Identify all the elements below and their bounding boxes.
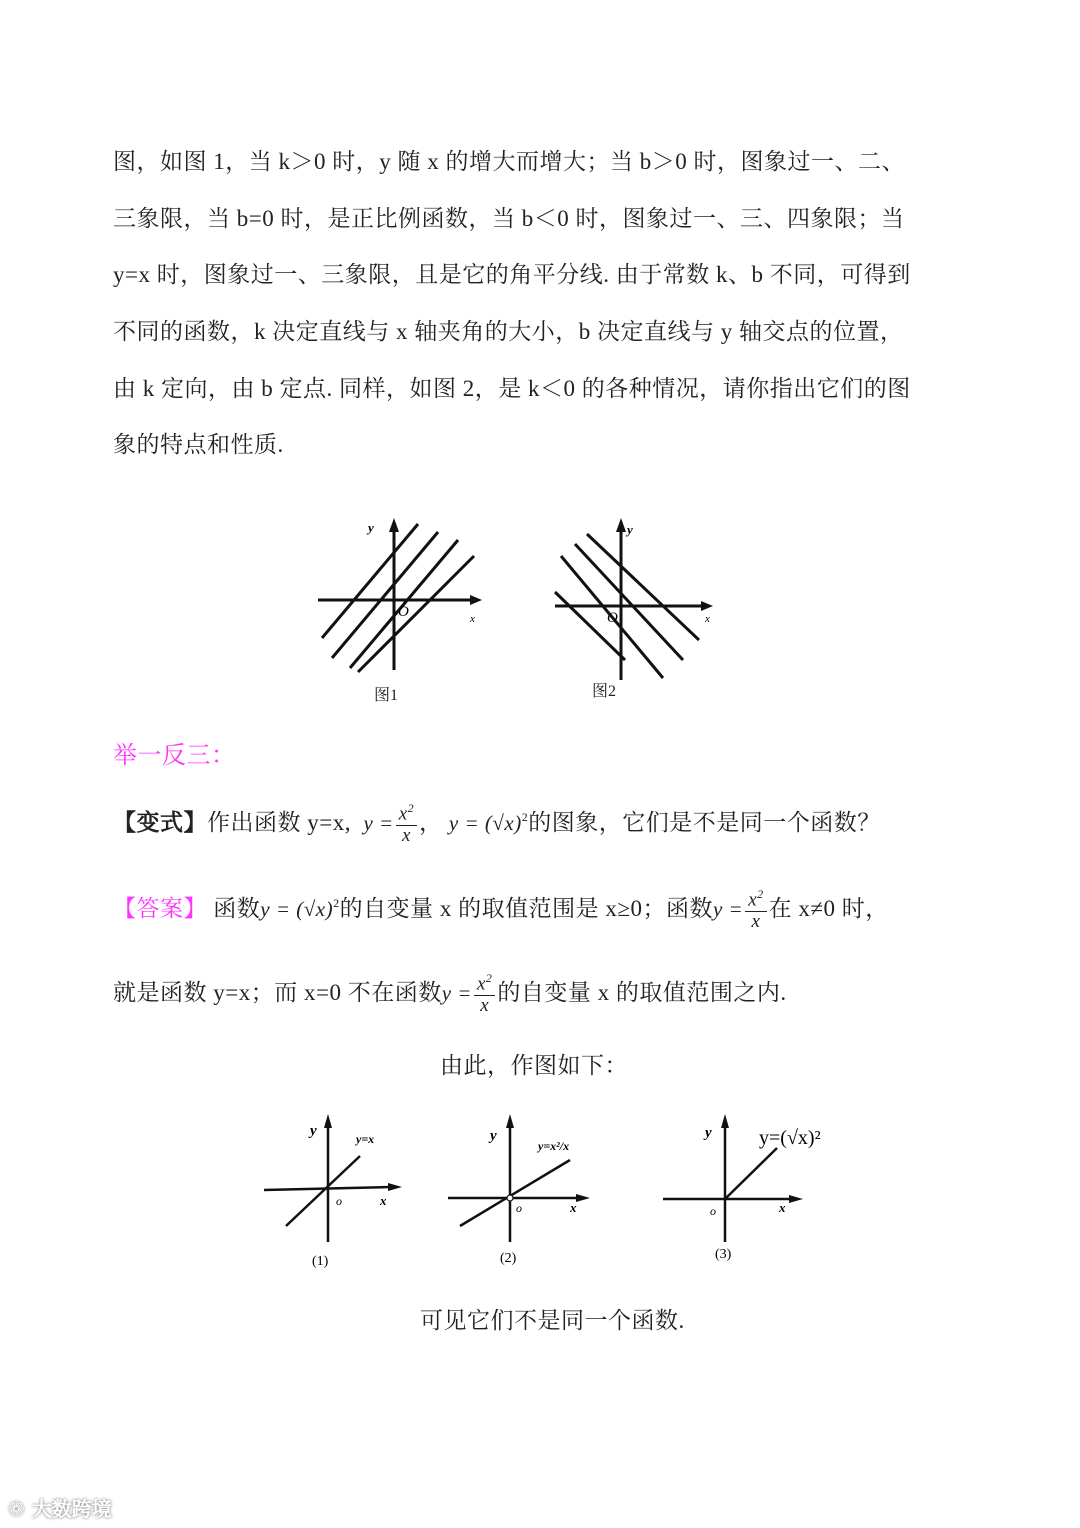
fraction: $\frac{x^2}{x}$	[396, 802, 417, 847]
svg-text:y=x: y=x	[356, 1132, 375, 1146]
paragraph-line: y=x 时，图象过一、三象限，且是它的角平分线. 由于常数 k、b 不同，可得到	[113, 262, 911, 287]
svg-text:y: y	[310, 1123, 317, 1139]
svg-text:x: x	[570, 1200, 577, 1215]
svg-text:y=(√x)²: y=(√x)²	[759, 1127, 821, 1149]
graph-2	[440, 1110, 600, 1275]
svg-text:x: x	[779, 1200, 786, 1215]
figure-1-graph	[310, 510, 490, 680]
svg-text:O: O	[398, 604, 409, 620]
paragraph-line: 图，如图 1，当 k＞0 时，y 随 x 的增大而增大；当 b＞0 时，图象过一、二、	[113, 149, 905, 174]
figure-2-graph	[545, 510, 725, 685]
intro-line: 由此，作图如下：	[440, 1053, 628, 1078]
svg-text:O: O	[607, 610, 618, 626]
paragraph-line: 象的特点和性质.	[113, 432, 284, 457]
graph-3	[655, 1110, 865, 1275]
svg-text:x: x	[470, 613, 475, 625]
variant-question: 【变式】作出函数 y=x, y = $\frac{x^2}{x}$ ， $y = (√x)^2$的图象，它们是不是同一个函数？	[113, 801, 881, 847]
svg-text:o: o	[336, 1194, 342, 1208]
fraction: $\frac{x^2}{x}$	[474, 972, 495, 1017]
svg-text:y=x²/x: y=x²/x	[538, 1139, 570, 1153]
fraction: $\frac{x^2}{x}$	[745, 888, 766, 933]
variant-tag: 【变式】	[113, 809, 207, 835]
figure-1-caption: 图1	[374, 687, 399, 704]
svg-text:x: x	[705, 613, 710, 625]
svg-text:(1): (1)	[312, 1254, 329, 1269]
graph-1	[260, 1110, 410, 1275]
figure-2-caption: 图2	[592, 683, 617, 700]
svg-text:(2): (2)	[500, 1251, 517, 1266]
svg-text:(3): (3)	[715, 1247, 732, 1262]
answer-tag: 【答案】	[113, 895, 207, 921]
paragraph-line: 由 k 定向，由 b 定点. 同样，如图 2，是 k＜0 的各种情况，请你指出它们的图	[113, 376, 911, 401]
watermark: ❁ 大数跨境	[8, 1497, 112, 1521]
svg-text:o: o	[516, 1201, 522, 1215]
svg-text:y: y	[705, 1125, 712, 1141]
svg-text:y: y	[627, 522, 633, 537]
paragraph-line: 三象限，当 b=0 时，是正比例函数，当 b＜0 时，图象过一、三、四象限；当	[113, 206, 905, 231]
watermark-logo-icon: ❁	[8, 1497, 25, 1521]
conclusion: 可见它们不是同一个函数.	[420, 1308, 685, 1333]
svg-text:x: x	[380, 1193, 387, 1208]
svg-text:y: y	[368, 520, 374, 535]
answer-line-2: 就是函数 y=x；而 x=0 不在函数y = $\frac{x^2}{x}$ 的自变量 x 的取值范围之内.	[113, 971, 787, 1017]
svg-text:o: o	[710, 1204, 716, 1218]
section-heading: 举一反三：	[113, 743, 236, 769]
svg-text:y: y	[490, 1128, 497, 1144]
answer-line-1: 【答案】 函数$y = (√x)^2$的自变量 x 的取值范围是 x≥0；函数y = $\frac{x^2}{x}$ 在 x≠0 时，	[113, 887, 889, 933]
paragraph-line: 不同的函数，k 决定直线与 x 轴夹角的大小，b 决定直线与 y 轴交点的位置，	[113, 319, 904, 344]
